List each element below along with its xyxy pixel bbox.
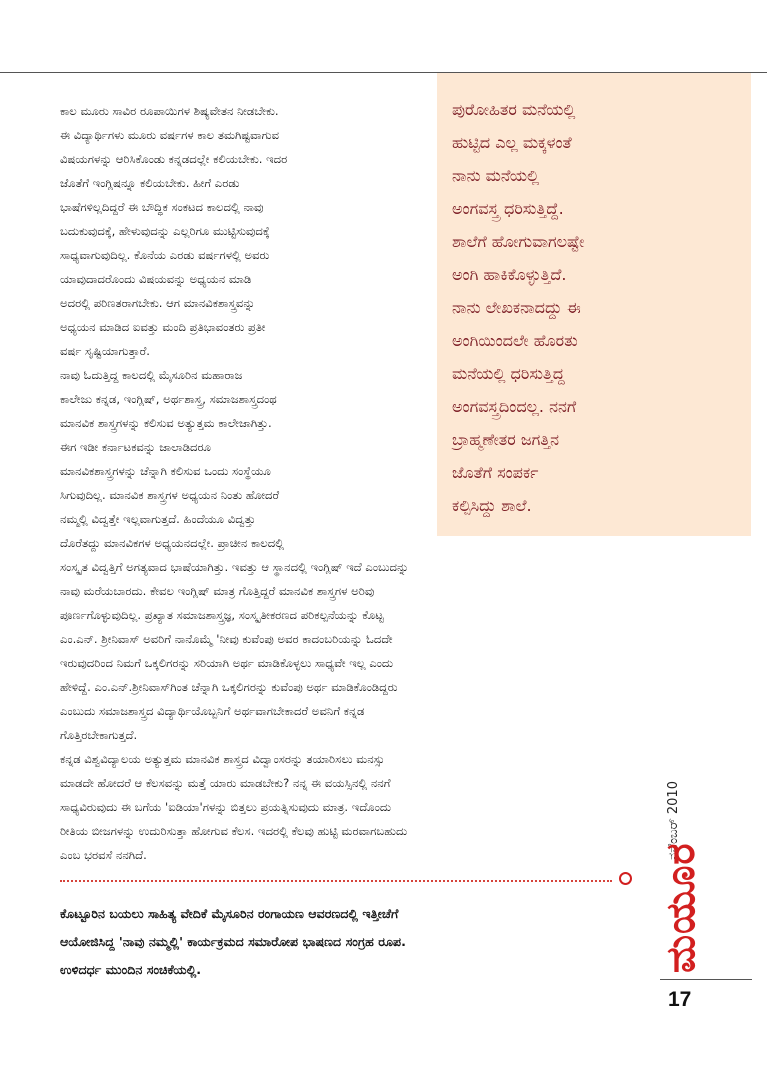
body-line: ದೊರೆತದ್ದು ಮಾನವಿಕಗಳ ಅಧ್ಯಯನದಲ್ಲೇ. ಪ್ರಾಚೀನ ಕಾಲದಲ್ಲಿ [60,536,285,550]
body-line: ನಾವು ಓದುತ್ತಿದ್ದ ಕಾಲದಲ್ಲಿ ಮೈಸೂರಿನ ಮಹಾರಾಜ [60,368,243,382]
body-line: ಸಿಗುವುದಿಲ್ಲ. ಮಾನವಿಕ ಶಾಸ್ತ್ರಗಳ ಅಧ್ಯಯನ ನಿಂತು ಹೋದರೆ [60,488,280,502]
body-line: ಈ ವಿದ್ಯಾರ್ಥಿಗಳು ಮೂರು ವರ್ಷಗಳ ಕಾಲ ತಮಗಿಷ್ಟವಾಗುವ [60,128,280,142]
body-line: ಕನ್ನಡ ವಿಶ್ವವಿದ್ಯಾಲಯ ಅತ್ಯುತ್ತಮ ಮಾನವಿಕ ಶಾಸ್ತ್ರದ ವಿದ್ವಾಂಸರನ್ನು ತಯಾರಿಸಲು ಮನಸ್ಸು [60,752,385,766]
body-line: ಸಂಸ್ಕೃತ ವಿದ್ವತ್ತಿಗೆ ಅಗತ್ಯವಾದ ಭಾಷೆಯಾಗಿತ್ತು. ಇವತ್ತು ಆ ಸ್ಥಾನದಲ್ಲಿ ಇಂಗ್ಲಿಷ್ ಇದೆ ಎಂಬುದನ್ನು [60,560,409,574]
dotted-divider [60,880,612,882]
pullquote-line: ಅಂಗಿ ಹಾಕಿಕೊಳ್ಳುತ್ತಿದೆ. [452,265,567,284]
body-line: ನಾವು ಮರೆಯಬಾರದು. ಕೇವಲ ಇಂಗ್ಲಿಷ್ ಮಾತ್ರ ಗೊತ್ತಿದ್ದರೆ ಮಾನವಿಕ ಶಾಸ್ತ್ರಗಳ ಅರಿವು [60,584,375,598]
body-line: ಭಾಷೆಗಳಿಲ್ಲದಿದ್ದರೆ ಈ ಬೌದ್ಧಿಕ ಸಂಕಟದ ಕಾಲದಲ್ಲಿ ನಾವು [60,200,264,214]
page-number: 17 [668,988,692,1011]
body-line: ಅಧ್ಯಯನ ಮಾಡಿದ ಐವತ್ತು ಮಂದಿ ಪ್ರತಿಭಾವಂತರು ಪ್ರತೀ [60,320,266,334]
pullquote-line: ಮನೆಯಲ್ಲಿ ಧರಿಸುತ್ತಿದ್ದ [452,364,565,383]
footer-note-line: ಆಯೋಜಿಸಿದ್ದ 'ನಾವು ನಮ್ಮಲ್ಲಿ' ಕಾರ್ಯಕ್ರಮದ ಸಮಾರೋಪ ಭಾಷಣದ ಸಂಗ್ರಹ ರೂಪ. [60,934,406,949]
pullquote-line: ನಾನು ಲೇಖಕನಾದದ್ದು ಈ [452,298,581,317]
body-line: ಕಾಲೇಜು ಕನ್ನಡ, ಇಂಗ್ಲಿಷ್, ಅರ್ಥಶಾಸ್ತ್ರ, ಸಮಾಜಶಾಸ್ತ್ರದಂಥ [60,392,277,406]
issue-date-text: ನವೆಂಬರ್ 2010 [666,781,681,860]
body-line: ಮಾನವಿಕಶಾಸ್ತ್ರಗಳನ್ನು ಚೆನ್ನಾಗಿ ಕಲಿಸುವ ಒಂದು ಸಂಸ್ಥೆಯೂ [60,464,271,478]
body-line: ರೀತಿಯ ಬೀಜಗಳನ್ನು ಉದುರಿಸುತ್ತಾ ಹೋಗುವ ಕೆಲಸ. ಇದರಲ್ಲಿ ಕೆಲವು ಹುಟ್ಟಿ ಮರವಾಗಬಹುದು [60,824,408,838]
body-line: ವರ್ಷ ಸೃಷ್ಟಿಯಾಗುತ್ತಾರೆ. [60,344,150,358]
pullquote-line: ಅಂಗವಸ್ತ್ರದಿಂದಲ್ಲ. ನನಗೆ [452,397,577,416]
body-line: ಪೂರ್ಣಗೊಳ್ಳುವುದಿಲ್ಲ. ಪ್ರಖ್ಯಾತ ಸಮಾಜಶಾಸ್ತ್ರಜ್ಞ, ಸಂಸ್ಕೃತೀಕರಣದ ಪರಿಕಲ್ಪನೆಯನ್ನು ಕೊಟ್ಟ [60,608,384,622]
body-line: ಸಾಧ್ಯವಾಗುವುದಿಲ್ಲ. ಕೊನೆಯ ಎರಡು ವರ್ಷಗಳಲ್ಲಿ ಅವರು [60,248,270,262]
pullquote-line: ಕಲ್ಪಿಸಿದ್ದು ಶಾಲೆ. [452,496,532,515]
body-line: ಕಾಲ ಮೂರು ಸಾವಿರ ರೂಪಾಯಿಗಳ ಶಿಷ್ಯವೇತನ ನೀಡಬೇಕು. [60,104,279,118]
footer-note-line: ಉಳಿದರ್ಧ ಮುಂದಿನ ಸಂಚಿಕೆಯಲ್ಲಿ. [60,962,202,977]
body-line: ಎಂಬ ಭರವಸೆ ನನಗಿದೆ. [60,848,147,862]
page-number-divider [660,979,752,980]
body-line: ನಮ್ಮಲ್ಲಿ ವಿದ್ವತ್ತೇ ಇಲ್ಲವಾಗುತ್ತದೆ. ಹಿಂದೆಯೂ ವಿದ್ವತ್ತು [60,512,256,526]
body-line: ಎಂಬುದು ಸಮಾಜಶಾಸ್ತ್ರದ ವಿದ್ಯಾರ್ಥಿಯೊಬ್ಬನಿಗೆ ಅರ್ಥವಾಗಬೇಕಾದರೆ ಅವನಿಗೆ ಕನ್ನಡ [60,704,365,718]
body-line: ಎಂ.ಎನ್. ಶ್ರೀನಿವಾಸ್ ಅವರಿಗೆ ನಾನೊಮ್ಮೆ 'ನೀವು ಕುವೆಂಪು ಅವರ ಕಾದಂಬರಿಯನ್ನು ಓದದೇ [60,632,393,646]
magazine-logo-text: ಮಯೂರ [658,842,704,973]
body-line: ಇರುವುದರಿಂದ ನಿಮಗೆ ಒಕ್ಕಲಿಗರನ್ನು ಸರಿಯಾಗಿ ಅರ್ಥ ಮಾಡಿಕೊಳ್ಳಲು ಸಾಧ್ಯವೇ ಇಲ್ಲ ಎಂದು [60,656,394,670]
pullquote-line: ನಾನು ಮನೆಯಲ್ಲಿ [452,166,540,185]
body-line: ಜೊತೆಗೆ ಇಂಗ್ಲಿಷನ್ನೂ ಕಲಿಯಬೇಕು. ಹೀಗೆ ಎರಡು [60,176,240,190]
pullquote-line: ಪುರೋಹಿತರ ಮನೆಯಲ್ಲಿ [452,100,576,119]
body-line: ಮಾಡದೇ ಹೋದರೆ ಆ ಕೆಲಸವನ್ನು ಮತ್ತೆ ಯಾರು ಮಾಡಬೇಕು? ನನ್ನ ಈ ವಯಸ್ಸಿನಲ್ಲಿ ನನಗೆ [60,776,391,790]
pullquote-line: ಹುಟ್ಟಿದ ಎಲ್ಲ ಮಕ್ಕಳಂತೆ [452,133,572,152]
pullquote-line: ಅಂಗವಸ್ತ್ರ ಧರಿಸುತ್ತಿದ್ದೆ. [452,199,564,218]
body-line: ಸಾಧ್ಯವಿರುವುದು ಈ ಬಗೆಯ 'ಐಡಿಯಾ'ಗಳನ್ನು ಬಿತ್ತಲು ಪ್ರಯತ್ನಿಸುವುದು ಮಾತ್ರ. ಇದೊಂದು [60,800,392,814]
pullquote-line: ಶಾಲೆಗೆ ಹೋಗುವಾಗಲಷ್ಟೇ [452,232,585,251]
body-line: ವಿಷಯಗಳನ್ನು ಆರಿಸಿಕೊಂಡು ಕನ್ನಡದಲ್ಲೇ ಕಲಿಯಬೇಕು. ಇದರ [60,152,288,166]
body-line: ಅದರಲ್ಲಿ ಪರಿಣತರಾಗಬೇಕು. ಆಗ ಮಾನವಿಕಶಾಸ್ತ್ರವನ್ನು [60,296,256,310]
body-line: ಮಾನವಿಕ ಶಾಸ್ತ್ರಗಳನ್ನು ಕಲಿಸುವ ಅತ್ಯುತ್ತಮ ಕಾಲೇಜಾಗಿತ್ತು. [60,416,272,430]
pullquote-line: ಬ್ರಾಹ್ಮಣೇತರ ಜಗತ್ತಿನ [452,430,559,449]
body-line: ಗೊತ್ತಿರಬೇಕಾಗುತ್ತದೆ. [60,728,138,742]
body-line: ಯಾವುದಾದರೊಂದು ವಿಷಯವನ್ನು ಅಧ್ಯಯನ ಮಾಡಿ [60,272,252,286]
footer-note-line: ಕೊಟ್ಟೂರಿನ ಬಯಲು ಸಾಹಿತ್ಯ ವೇದಿಕೆ ಮೈಸೂರಿನ ರಂಗಾಯಣ ಆವರಣದಲ್ಲಿ ಇತ್ತೀಚೆಗೆ [60,906,399,921]
body-line: ಹೇಳಿದ್ದೆ. ಎಂ.ಎನ್.ಶ್ರೀನಿವಾಸ್‌ಗಿಂತ ಚೆನ್ನಾಗಿ ಒಕ್ಕಲಿಗರನ್ನು ಕುವೆಂಪು ಅರ್ಥ ಮಾಡಿಕೊಂಡಿದ್ದರು [60,680,398,694]
circle-bullet-icon [619,872,632,885]
body-line: ಈಗ ಇಡೀ ಕರ್ನಾಟಕವನ್ನು ಜಾಲಾಡಿದರೂ [60,440,212,454]
body-line: ಬದುಕುವುದಕ್ಕೆ, ಹೇಳುವುದನ್ನು ಎಲ್ಲರಿಗೂ ಮುಟ್ಟಿಸುವುದಕ್ಕೆ [60,224,270,238]
pullquote-line: ಜೊತೆಗೆ ಸಂಪರ್ಕ [452,463,539,482]
pullquote-line: ಅಂಗಿಯಿಂದಲೇ ಹೊರತು [452,331,578,350]
